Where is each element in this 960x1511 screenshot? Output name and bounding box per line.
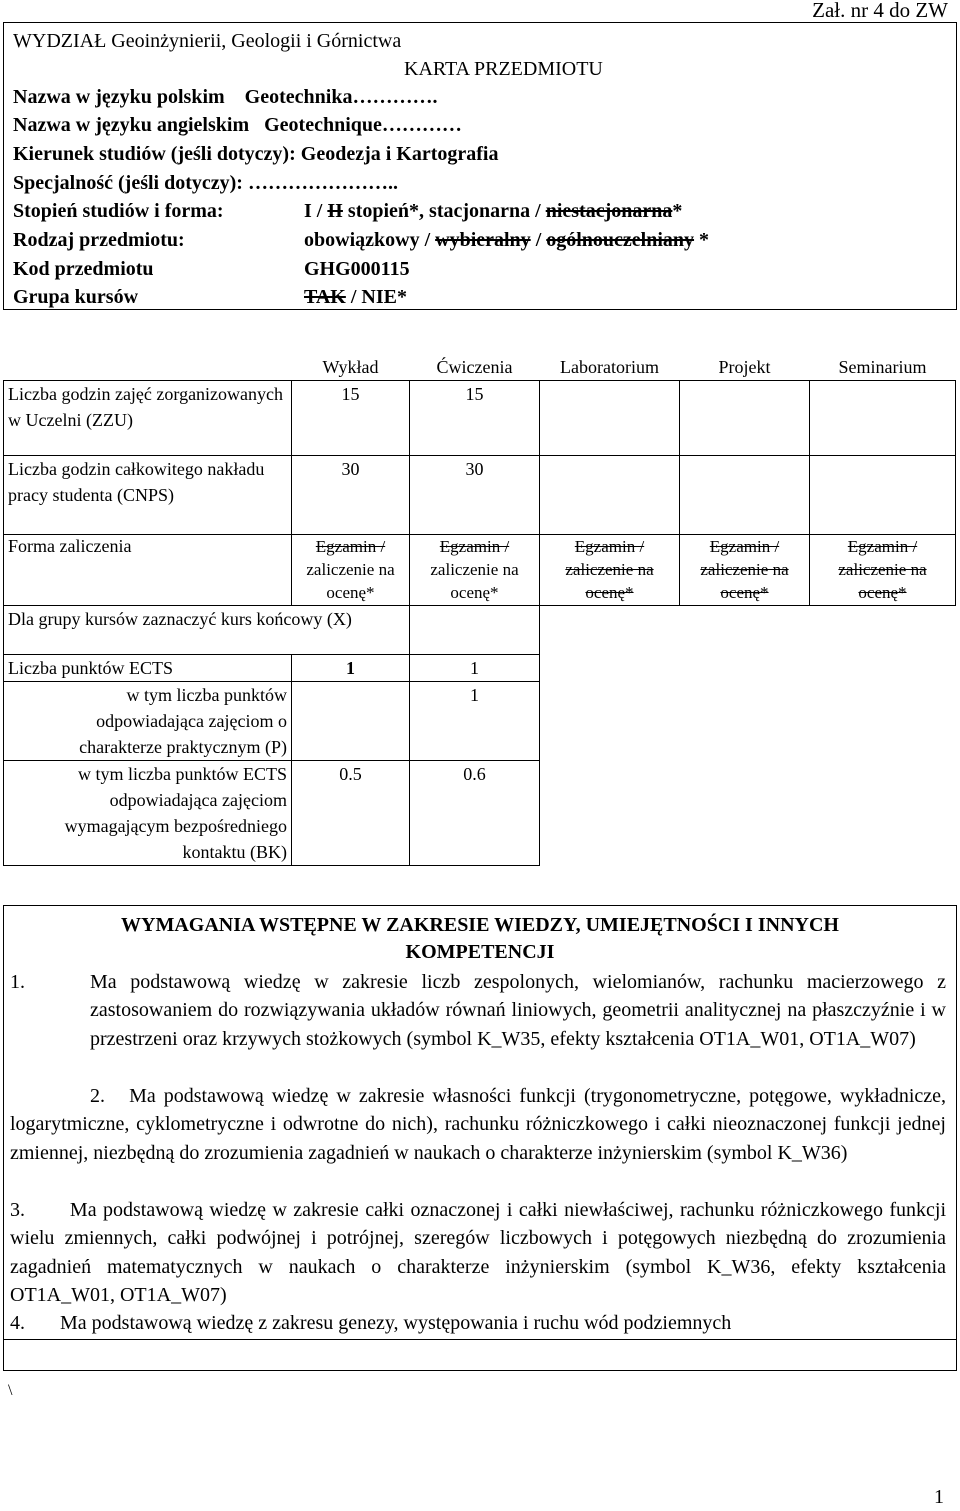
- stray-backslash: \: [8, 1382, 13, 1399]
- level-struck-part-time: niestacjonarna: [545, 200, 673, 222]
- form-seminar: Egzamin / zaliczenie na ocenę*: [810, 535, 956, 606]
- list-item: [10, 1196, 946, 1310]
- cnps-laboratory: [540, 456, 680, 535]
- cnps-exercises: 30: [410, 456, 540, 535]
- item-number: 4.: [10, 1312, 25, 1334]
- cnps-project: [680, 456, 810, 535]
- zzu-project: [680, 381, 810, 456]
- row-label-form: Forma zaliczenia: [4, 535, 292, 606]
- level-label: Stopień studiów i forma:: [13, 200, 224, 222]
- level-value: I / II stopień*, stacjonarna / niestacjonarna*: [304, 200, 683, 222]
- zzu-exercises: 15: [410, 381, 540, 456]
- p-lecture: [292, 682, 410, 761]
- type-struck-elective: wybieralny: [435, 229, 531, 251]
- row-label-final: Dla grupy kursów zaznaczyć kurs końcowy (X): [4, 606, 410, 655]
- group-value: TAK / NIE*: [304, 286, 407, 308]
- group-label: Grupa kursów: [13, 286, 139, 308]
- code-value: GHG000115: [304, 258, 410, 280]
- name-pl-label: Nazwa w języku polskim: [13, 86, 225, 108]
- hours-table: [3, 354, 956, 866]
- zzu-laboratory: [540, 381, 680, 456]
- table-row: [4, 535, 956, 606]
- ects-lecture: 1: [292, 655, 410, 682]
- field-line: [13, 140, 498, 168]
- zzu-seminar: [810, 381, 956, 456]
- specialty-value: …………………..: [247, 172, 398, 194]
- row-label-ects: Liczba punktów ECTS: [4, 655, 292, 682]
- specialty-label: Specjalność (jeśli dotyczy):: [13, 172, 243, 194]
- field-label: Kierunek studiów (jeśli dotyczy):: [13, 143, 296, 165]
- list-item: [10, 1082, 946, 1167]
- item-text: Ma podstawową wiedzę w zakresie własności funkcji (trygonometryczne, potęgowe, wykładnicze, logarytmiczne, cyklometryczne i odwrotne do nich), rachunku różniczkowego i całki nieoznaczonej funkcji jednej zmiennej, niezbędną do zrozumienia zagadnień w naukach o charakterze inżynierskim (symbol K_W36): [10, 1085, 947, 1164]
- name-en-label: Nazwa w języku angielskim: [13, 114, 250, 136]
- bk-exercises: 0.6: [410, 761, 540, 866]
- form-lecture: Egzamin / zaliczenie na ocenę*: [292, 535, 410, 606]
- table-row: [4, 655, 956, 682]
- form-laboratory: Egzamin / zaliczenie na ocenę*: [540, 535, 680, 606]
- prerequisites-title: WYMAGANIA WSTĘPNE W ZAKRESIE WIEDZY, UMIEJĘTNOŚCI I INNYCH KOMPETENCJI: [121, 914, 839, 963]
- annex-label: Zał. nr 4 do ZW: [812, 0, 948, 22]
- type-struck-general: ogólnouczelniany: [546, 229, 695, 251]
- item-text: Ma podstawową wiedzę z zakresu genezy, występowania i ruchu wód podziemnych: [60, 1312, 732, 1334]
- table-row: [4, 682, 956, 761]
- col-lecture: Wykład: [322, 357, 379, 377]
- field-value: Geodezja i Kartografia: [300, 143, 499, 165]
- form-exercises: Egzamin / zaliczenie na ocenę*: [410, 535, 540, 606]
- table-row: [4, 381, 956, 456]
- item-number: 2.: [90, 1085, 105, 1107]
- item-number: 1.: [10, 971, 25, 993]
- form-project: Egzamin / zaliczenie na ocenę*: [680, 535, 810, 606]
- course-header-box: [3, 22, 957, 310]
- specialty-line: [13, 169, 398, 197]
- table-row: [4, 761, 956, 866]
- card-title: KARTA PRZEDMIOTU: [404, 58, 603, 80]
- col-laboratory: Laboratorium: [560, 357, 659, 377]
- p-exercises: 1: [410, 682, 540, 761]
- name-pl-value: Geotechnika………….: [244, 86, 438, 108]
- row-label-cnps: Liczba godzin całkowitego nakładu pracy studenta (CNPS): [4, 456, 292, 535]
- row-label-p: w tym liczba punktów odpowiadająca zajęciom o charakterze praktycznym (P): [4, 682, 292, 761]
- cnps-seminar: [810, 456, 956, 535]
- item-number: 3.: [10, 1199, 25, 1221]
- code-label: Kod przedmiotu: [13, 258, 154, 280]
- row-label-zzu: Liczba godzin zajęć zorganizowanych w Uczelni (ZZU): [4, 381, 292, 456]
- col-seminar: Seminarium: [838, 357, 927, 377]
- group-struck-yes: TAK: [304, 286, 346, 308]
- level-struck-ii: II: [327, 200, 343, 222]
- item-text: Ma podstawową wiedzę w zakresie całki oznaczonej i całki niewłaściwej, rachunku różniczkowego funkcji wielu zmiennych, całki podwójnej i potrójnej, szeregów liczbowych i potęgowych niezbędną do zrozumienia zagadnień matematycznych w naukach o charakterze inżynierskim (symbol K_W36, efekty kształcenia OT1A_W01, OT1A_W07): [10, 1199, 947, 1307]
- divider: [4, 1339, 956, 1340]
- cnps-lecture: 30: [292, 456, 410, 535]
- list-item: [10, 968, 946, 1053]
- item-text: Ma podstawową wiedzę w zakresie liczb zespolonych, wielomianów, rachunku macierzowego z zastosowaniem do rozwiązywania układów równań liniowych, geometrii analitycznej na płaszczyźnie i w przestrzeni oraz krzywych stożkowych (symbol K_W35, efekty kształcenia OT1A_W01, OT1A_W07): [90, 971, 946, 1050]
- table-row: [4, 456, 956, 535]
- type-value: obowiązkowy / wybieralny / ogólnouczelniany *: [304, 229, 710, 251]
- bk-lecture: 0.5: [292, 761, 410, 866]
- table-row: [4, 606, 956, 655]
- list-item: [10, 1309, 946, 1337]
- zzu-lecture: 15: [292, 381, 410, 456]
- faculty-line: WYDZIAŁ Geoinżynierii, Geologii i Górnictwa: [13, 30, 402, 52]
- type-label: Rodzaj przedmiotu:: [13, 229, 185, 251]
- col-project: Projekt: [718, 357, 771, 377]
- prerequisites-box: [3, 905, 957, 1371]
- ects-exercises: 1: [410, 655, 540, 682]
- row-label-bk: w tym liczba punktów ECTS odpowiadająca zajęciom wymagającym bezpośredniego kontaktu (BK): [4, 761, 292, 866]
- name-en-line: [13, 111, 462, 139]
- col-exercises: Ćwiczenia: [436, 357, 513, 377]
- page-number: 1: [934, 1486, 944, 1508]
- name-pl-line: [13, 83, 437, 111]
- name-en-value: Geotechnique…………: [264, 114, 462, 136]
